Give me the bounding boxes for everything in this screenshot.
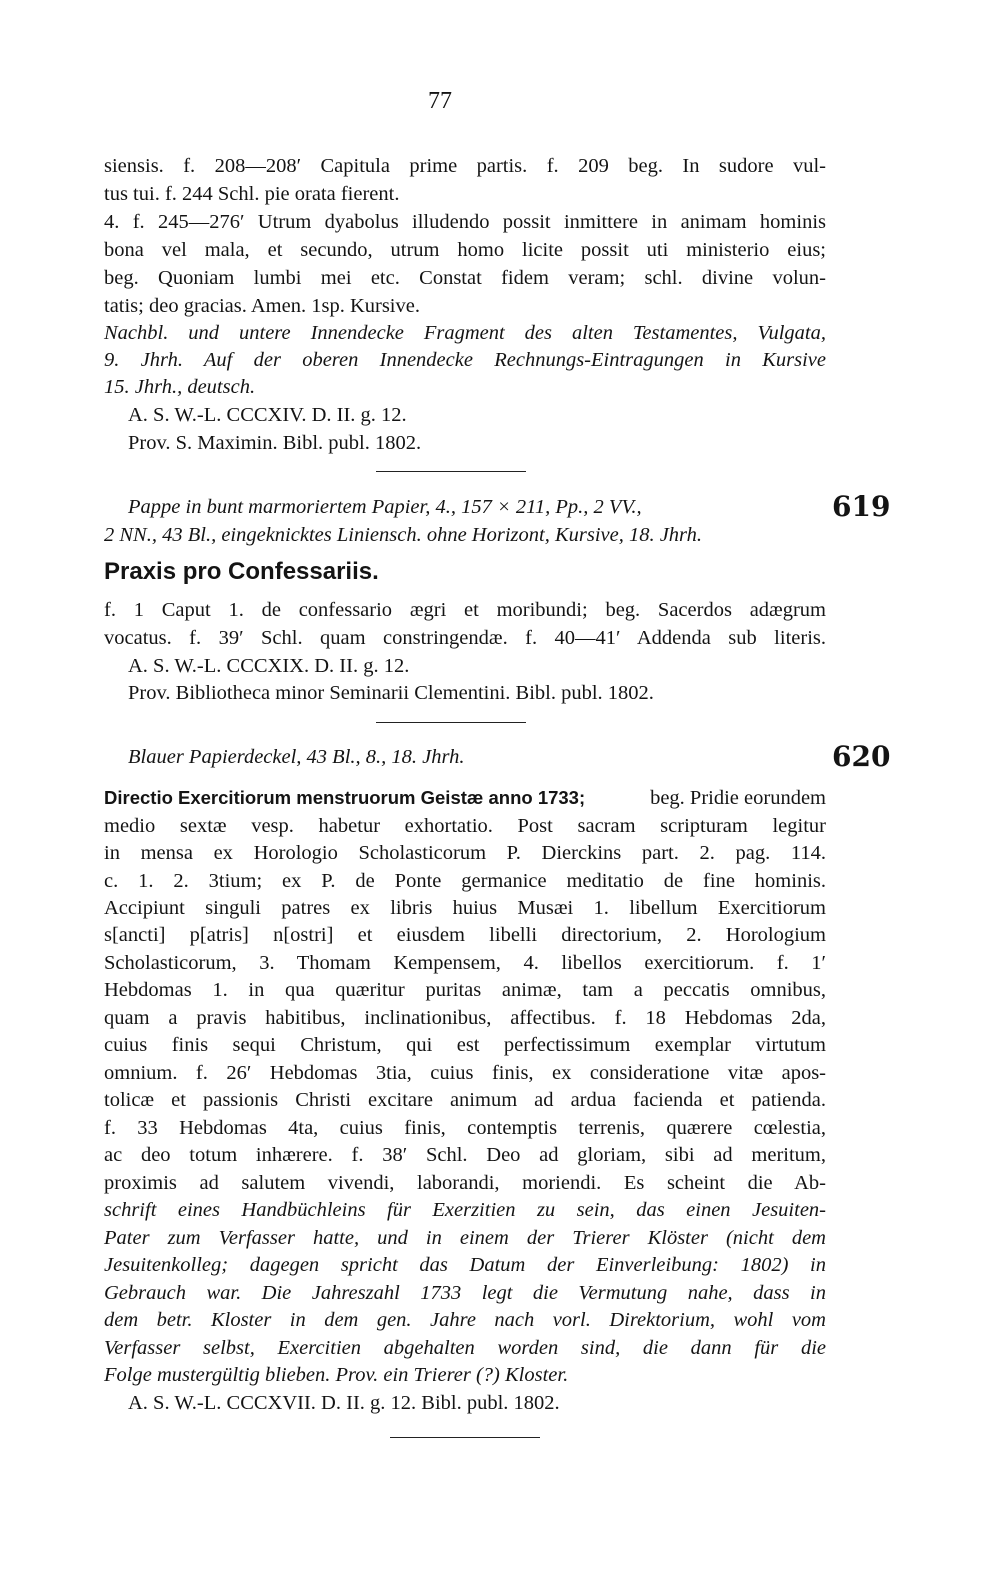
note-line: Nachbl. und untere Innendecke Fragment des alten Testamentes, Vulgata,	[104, 322, 826, 344]
body-line: tolicæ et passionis Christi excitare animum ad ardua facienda et patienda.	[104, 1089, 826, 1111]
body-line: Scholasticorum, 3. Thomam Kempensem, 4. libellos exercitiorum. f. 1′	[104, 952, 826, 974]
incipit: beg. Pridie eorundem	[650, 787, 826, 809]
entry-number: 619	[832, 490, 891, 523]
body-line: ac deo totum inhærere. f. 38′ Schl. Deo ad gloriam, sibi ad meritum,	[104, 1144, 826, 1166]
note-line: Gebrauch war. Die Jahreszahl 1733 legt die Vermutung nahe, dass in	[104, 1282, 826, 1304]
binding-description: Blauer Papierdeckel, 43 Bl., 8., 18. Jhrh.	[128, 746, 465, 768]
body-line: bona vel mala, et secundo, utrum homo licite possit uti ministerio eius;	[104, 239, 826, 261]
entry-title: Directio Exercitiorum menstruorum Geistæ anno 1733;	[104, 787, 586, 808]
body-line: 4. f. 245—276′ Utrum dyabolus illudendo possit inmittere in animam hominis	[104, 211, 826, 233]
body-line: cuius finis sequi Christum, qui est perfectissimum exemplar virtutum	[104, 1034, 826, 1056]
body-line: vocatus. f. 39′ Schl. quam constringendæ. f. 40—41′ Addenda sub literis.	[104, 627, 826, 649]
entry-title-line	[104, 785, 826, 811]
body-line: f. 1 Caput 1. de confessario ægri et moribundi; beg. Sacerdos adægrum	[104, 599, 826, 621]
entry-number: 620	[832, 740, 891, 773]
body-line: in mensa ex Horologio Scholasticorum P. Dierckins part. 2. pag. 114.	[104, 842, 826, 864]
body-line: medio sextæ vesp. habetur exhortatio. Post sacram scripturam legitur	[104, 815, 826, 837]
divider	[376, 722, 526, 723]
body-line: proximis ad salutem vivendi, laborandi, moriendi. Es scheint die Ab-	[104, 1172, 826, 1194]
body-line: beg. Quoniam lumbi mei etc. Constat fidem veram; schl. divine volun-	[104, 267, 826, 289]
shelfmark: A. S. W.-L. CCCXIV. D. II. g. 12.	[128, 404, 407, 426]
shelfmark: A. S. W.-L. CCCXVII. D. II. g. 12. Bibl. publ. 1802.	[128, 1392, 560, 1414]
page-number: 77	[428, 88, 452, 114]
shelfmark: A. S. W.-L. CCCXIX. D. II. g. 12.	[128, 655, 410, 677]
body-line: siensis. f. 208—208′ Capitula prime partis. f. 209 beg. In sudore vul-	[104, 155, 826, 177]
body-line: omnium. f. 26′ Hebdomas 3tia, cuius finis, ex consideratione vitæ apos-	[104, 1062, 826, 1084]
note-line: Jesuitenkolleg; dagegen spricht das Datum der Einverleibung: 1802) in	[104, 1254, 826, 1276]
binding-description: Pappe in bunt marmoriertem Papier, 4., 157 × 211, Pp., 2 VV.,	[128, 496, 642, 518]
note-line: dem betr. Kloster in dem gen. Jahre nach vorl. Direktorium, wohl vom	[104, 1309, 826, 1331]
provenance: Prov. Bibliotheca minor Seminarii Clementini. Bibl. publ. 1802.	[128, 682, 654, 704]
note-line: schrift eines Handbüchleins für Exerzitien zu sein, das einen Jesuiten-	[104, 1199, 826, 1221]
provenance: Prov. S. Maximin. Bibl. publ. 1802.	[128, 432, 422, 454]
note-line: Folge mustergültig blieben. Prov. ein Trierer (?) Kloster.	[104, 1364, 569, 1386]
note-line: Verfasser selbst, Exercitien abgehalten worden sind, die dann für die	[104, 1337, 826, 1359]
note-line: Pater zum Verfasser hatte, und in einem der Trierer Klöster (nicht dem	[104, 1227, 826, 1249]
body-line: tus tui. f. 244 Schl. pie orata fierent.	[104, 183, 400, 205]
body-line: quam a pravis habitibus, inclinationibus, affectibus. f. 18 Hebdomas 2da,	[104, 1007, 826, 1029]
note-line: 9. Jhrh. Auf der oberen Innendecke Rechnungs-Eintragungen in Kursive	[104, 349, 826, 371]
body-line: c. 1. 2. 3tium; ex P. de Ponte germanice meditatio de fine hominis.	[104, 870, 826, 892]
body-line: tatis; deo gracias. Amen. 1sp. Kursive.	[104, 295, 420, 317]
binding-description: 2 NN., 43 Bl., eingeknicktes Liniensch. ohne Horizont, Kursive, 18. Jhrh.	[104, 524, 703, 546]
divider	[376, 471, 526, 472]
divider	[390, 1437, 540, 1438]
body-line: Accipiunt singuli patres ex libris huius Musæi 1. libellum Exercitiorum	[104, 897, 826, 919]
body-line: Hebdomas 1. in qua quæritur puritas animæ, tam a peccatis omnibus,	[104, 979, 826, 1001]
note-line: 15. Jhrh., deutsch.	[104, 376, 256, 398]
body-line: f. 33 Hebdomas 4ta, cuius finis, contemptis terrenis, quærere cœlestia,	[104, 1117, 826, 1139]
body-line: s[ancti] p[atris] n[ostri] et eiusdem libelli directorium, 2. Horologium	[104, 924, 826, 946]
entry-title: Praxis pro Confessariis.	[104, 558, 379, 585]
